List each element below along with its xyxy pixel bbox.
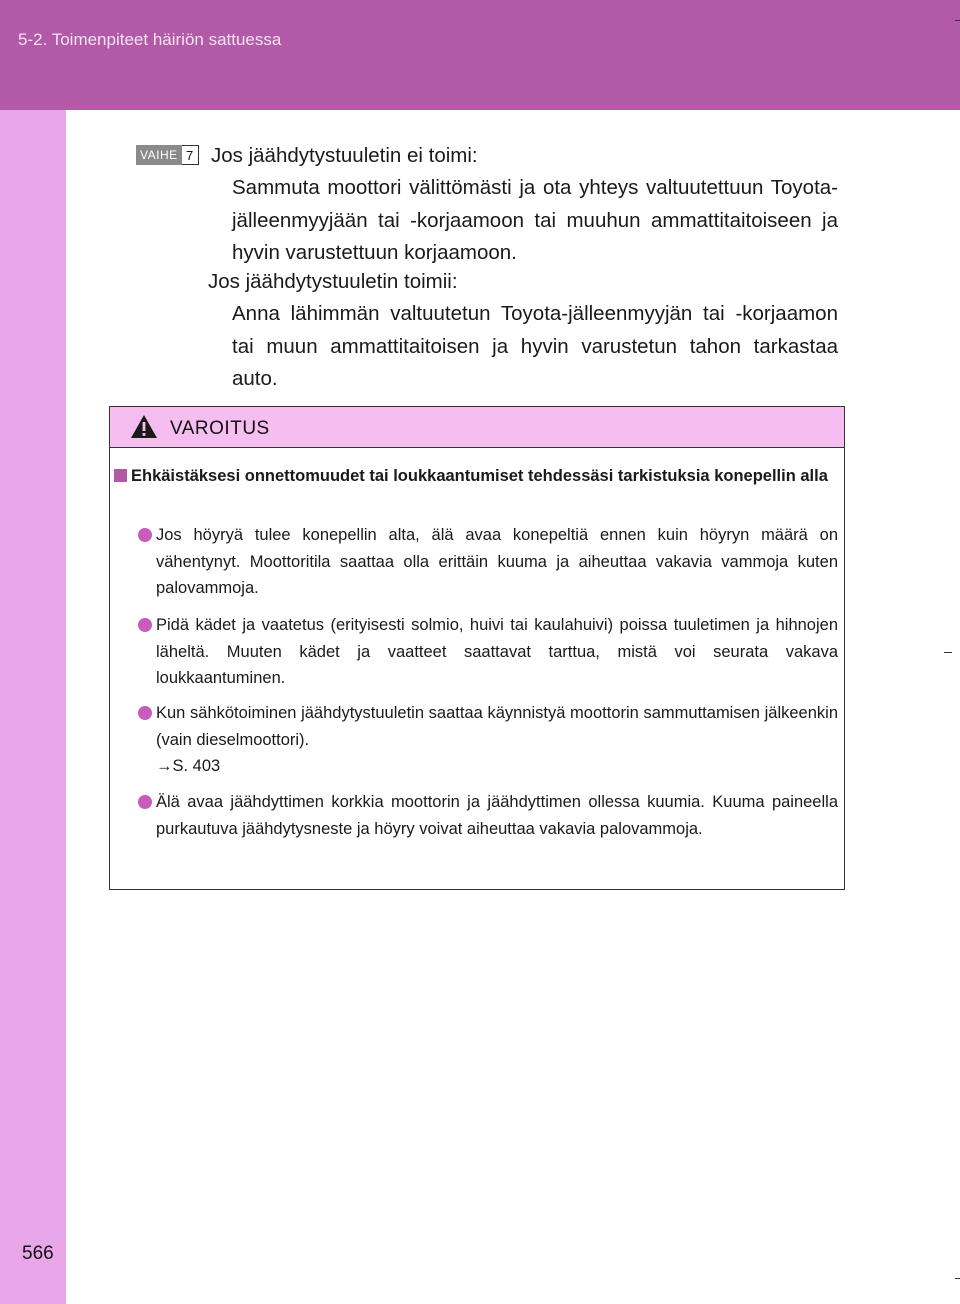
- step-badge-label: VAIHE: [136, 145, 182, 165]
- warning-item: [156, 789, 838, 842]
- step-badge-number: 7: [182, 145, 199, 165]
- warning-header: [110, 407, 844, 448]
- circle-bullet-icon: [138, 528, 152, 542]
- warning-triangle-icon: [130, 414, 158, 439]
- case2-title: Jos jäähdytystuuletin toimii:: [208, 270, 458, 293]
- case2-text: Anna lähimmän valtuutetun Toyota-jälleenmyyjän tai -korjaamon tai muun ammattitaitoisen ja hyvin varustetun tahon tarkastaa auto.: [232, 302, 838, 390]
- circle-bullet-icon: [138, 618, 152, 632]
- crop-mark: [944, 652, 952, 653]
- crop-mark: [955, 1278, 960, 1279]
- warning-item-text: Kun sähkötoiminen jäähdytystuuletin saattaa käynnistyä moottorin sammuttamisen jälkeenkin (vain dieselmoottori).: [156, 704, 838, 749]
- warning-heading-text: Ehkäistäksesi onnettomuudet tai loukkaantumiset tehdessäsi tarkistuksia konepellin alla: [131, 467, 828, 485]
- page-number: 566: [22, 1243, 54, 1264]
- case1-text: Sammuta moottori välittömästi ja ota yhteys valtuutettuun Toyota-jälleenmyyjään tai -korjaamoon tai muuhun ammattitaitoiseen ja hyvin varustettuun korjaamoon.: [232, 176, 838, 264]
- circle-bullet-icon: [138, 795, 152, 809]
- square-bullet-icon: [114, 469, 127, 482]
- circle-bullet-icon: [138, 706, 152, 720]
- warning-item: [156, 700, 838, 780]
- warning-heading: [131, 463, 828, 490]
- page-reference: →S. 403: [156, 757, 221, 775]
- header-band: [0, 0, 960, 110]
- warning-item-text: Pidä kädet ja vaatetus (erityisesti solmio, huivi tai kaulahuivi) poissa tuuletimen ja hihnojen läheltä. Muuten kädet ja vaatteet saattavat tarttua, mistä voi seurata vakava loukkaantuminen.: [156, 616, 838, 687]
- step-badge: [136, 145, 199, 165]
- crop-mark: [955, 20, 960, 21]
- case1-title: Jos jäähdytystuuletin ei toimi:: [211, 144, 478, 167]
- warning-item-text: Jos höyryä tulee konepellin alta, älä avaa konepeltiä ennen kuin höyryn määrä on vähentynyt. Moottoritila saattaa olla erittäin kuuma ja aiheuttaa vakavia vammoja kuten palovammoja.: [156, 526, 838, 597]
- warning-title: VAROITUS: [170, 418, 270, 439]
- warning-item: [156, 612, 838, 692]
- chapter-title: 5-2. Toimenpiteet häiriön sattuessa: [18, 30, 282, 49]
- warning-box: [109, 406, 845, 890]
- warning-item: [156, 522, 838, 602]
- warning-item-text: Älä avaa jäähdyttimen korkkia moottorin ja jäähdyttimen ollessa kuumia. Kuuma paineella purkautuva jäähdytysneste ja höyry voivat aiheuttaa vakavia palovammoja.: [156, 793, 838, 838]
- side-band: [0, 110, 66, 1304]
